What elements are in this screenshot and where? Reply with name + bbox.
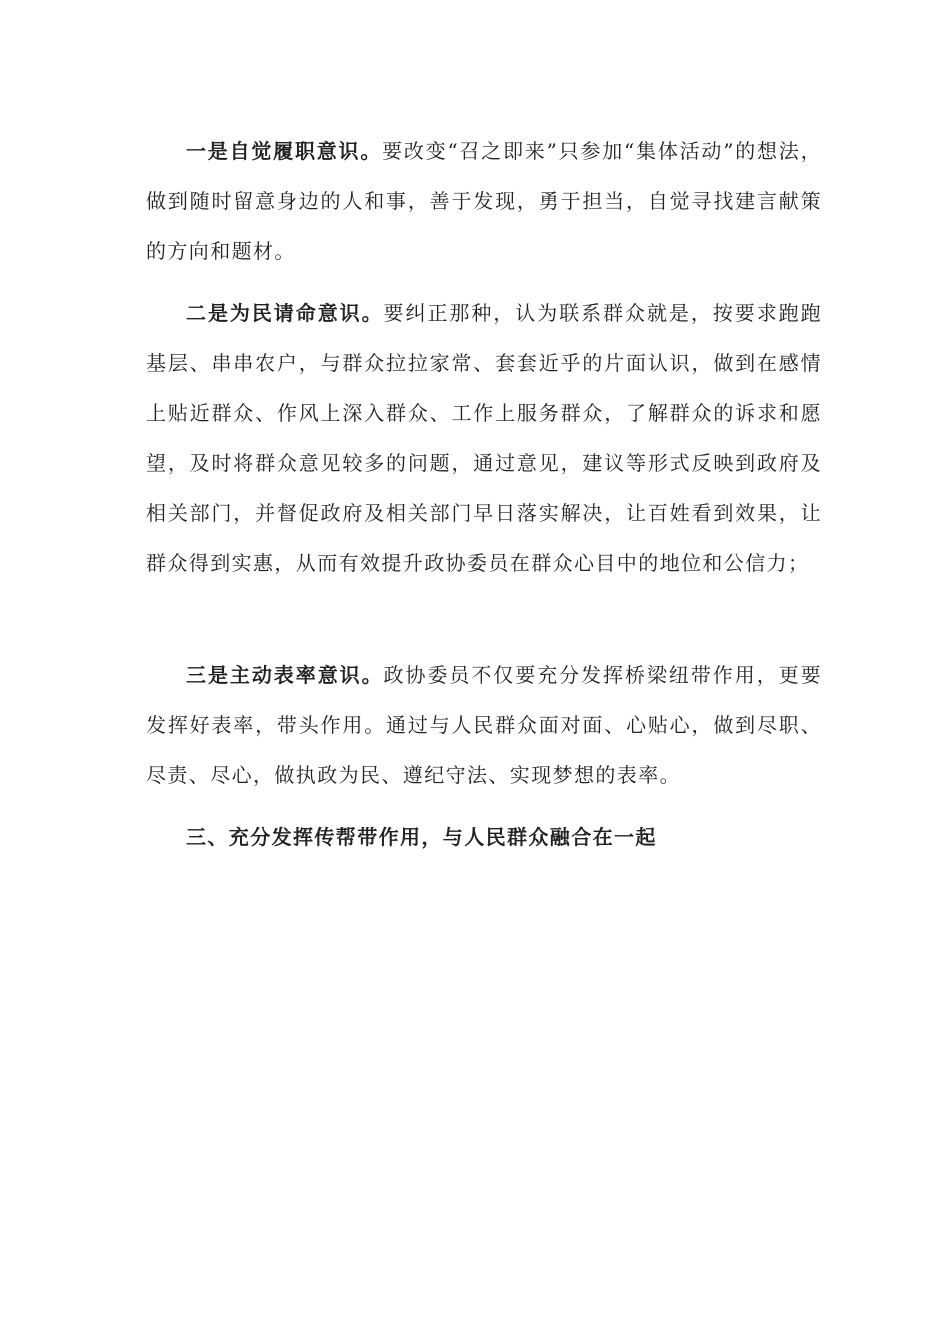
paragraph-lead-by-example bbox=[146, 650, 822, 800]
section-heading: 三、充分发挥传帮带作用，与人民群众融合在一起 bbox=[186, 825, 657, 849]
paragraph-body: 要改变“召之即来”只参加“集体活动”的想法，做到随时留意身边的人和事，善于发现，勇于担当，自觉寻找建言献策的方向和题材。 bbox=[146, 139, 822, 263]
paragraph-self-duty bbox=[146, 126, 822, 276]
paragraph-lead: 三是主动表率意识。 bbox=[186, 663, 384, 687]
paragraph-serve-people bbox=[146, 288, 822, 588]
paragraph-body: 政协委员不仅要充分发挥桥梁纽带作用，更要发挥好表率，带头作用。通过与人民群众面对面、心贴心，做到尽职、尽责、尽心，做执政为民、遵纪守法、实现梦想的表率。 bbox=[146, 663, 822, 787]
paragraph-lead: 二是为民请命意识。 bbox=[186, 301, 384, 325]
paragraph-body: 要纠正那种，认为联系群众就是，按要求跑跑基层、串串农户，与群众拉拉家常、套套近乎的片面认识，做到在感情上贴近群众、作风上深入群众、工作上服务群众，了解群众的诉求和愿望，及时将群众意见较多的问题，通过意见，建议等形式反映到政府及相关部门，并督促政府及相关部门早日落实解决，让百姓看到效果，让群众得到实惠，从而有效提升政协委员在群众心目中的地位和公信力； bbox=[146, 301, 822, 575]
paragraph-lead: 一是自觉履职意识。 bbox=[186, 139, 383, 163]
